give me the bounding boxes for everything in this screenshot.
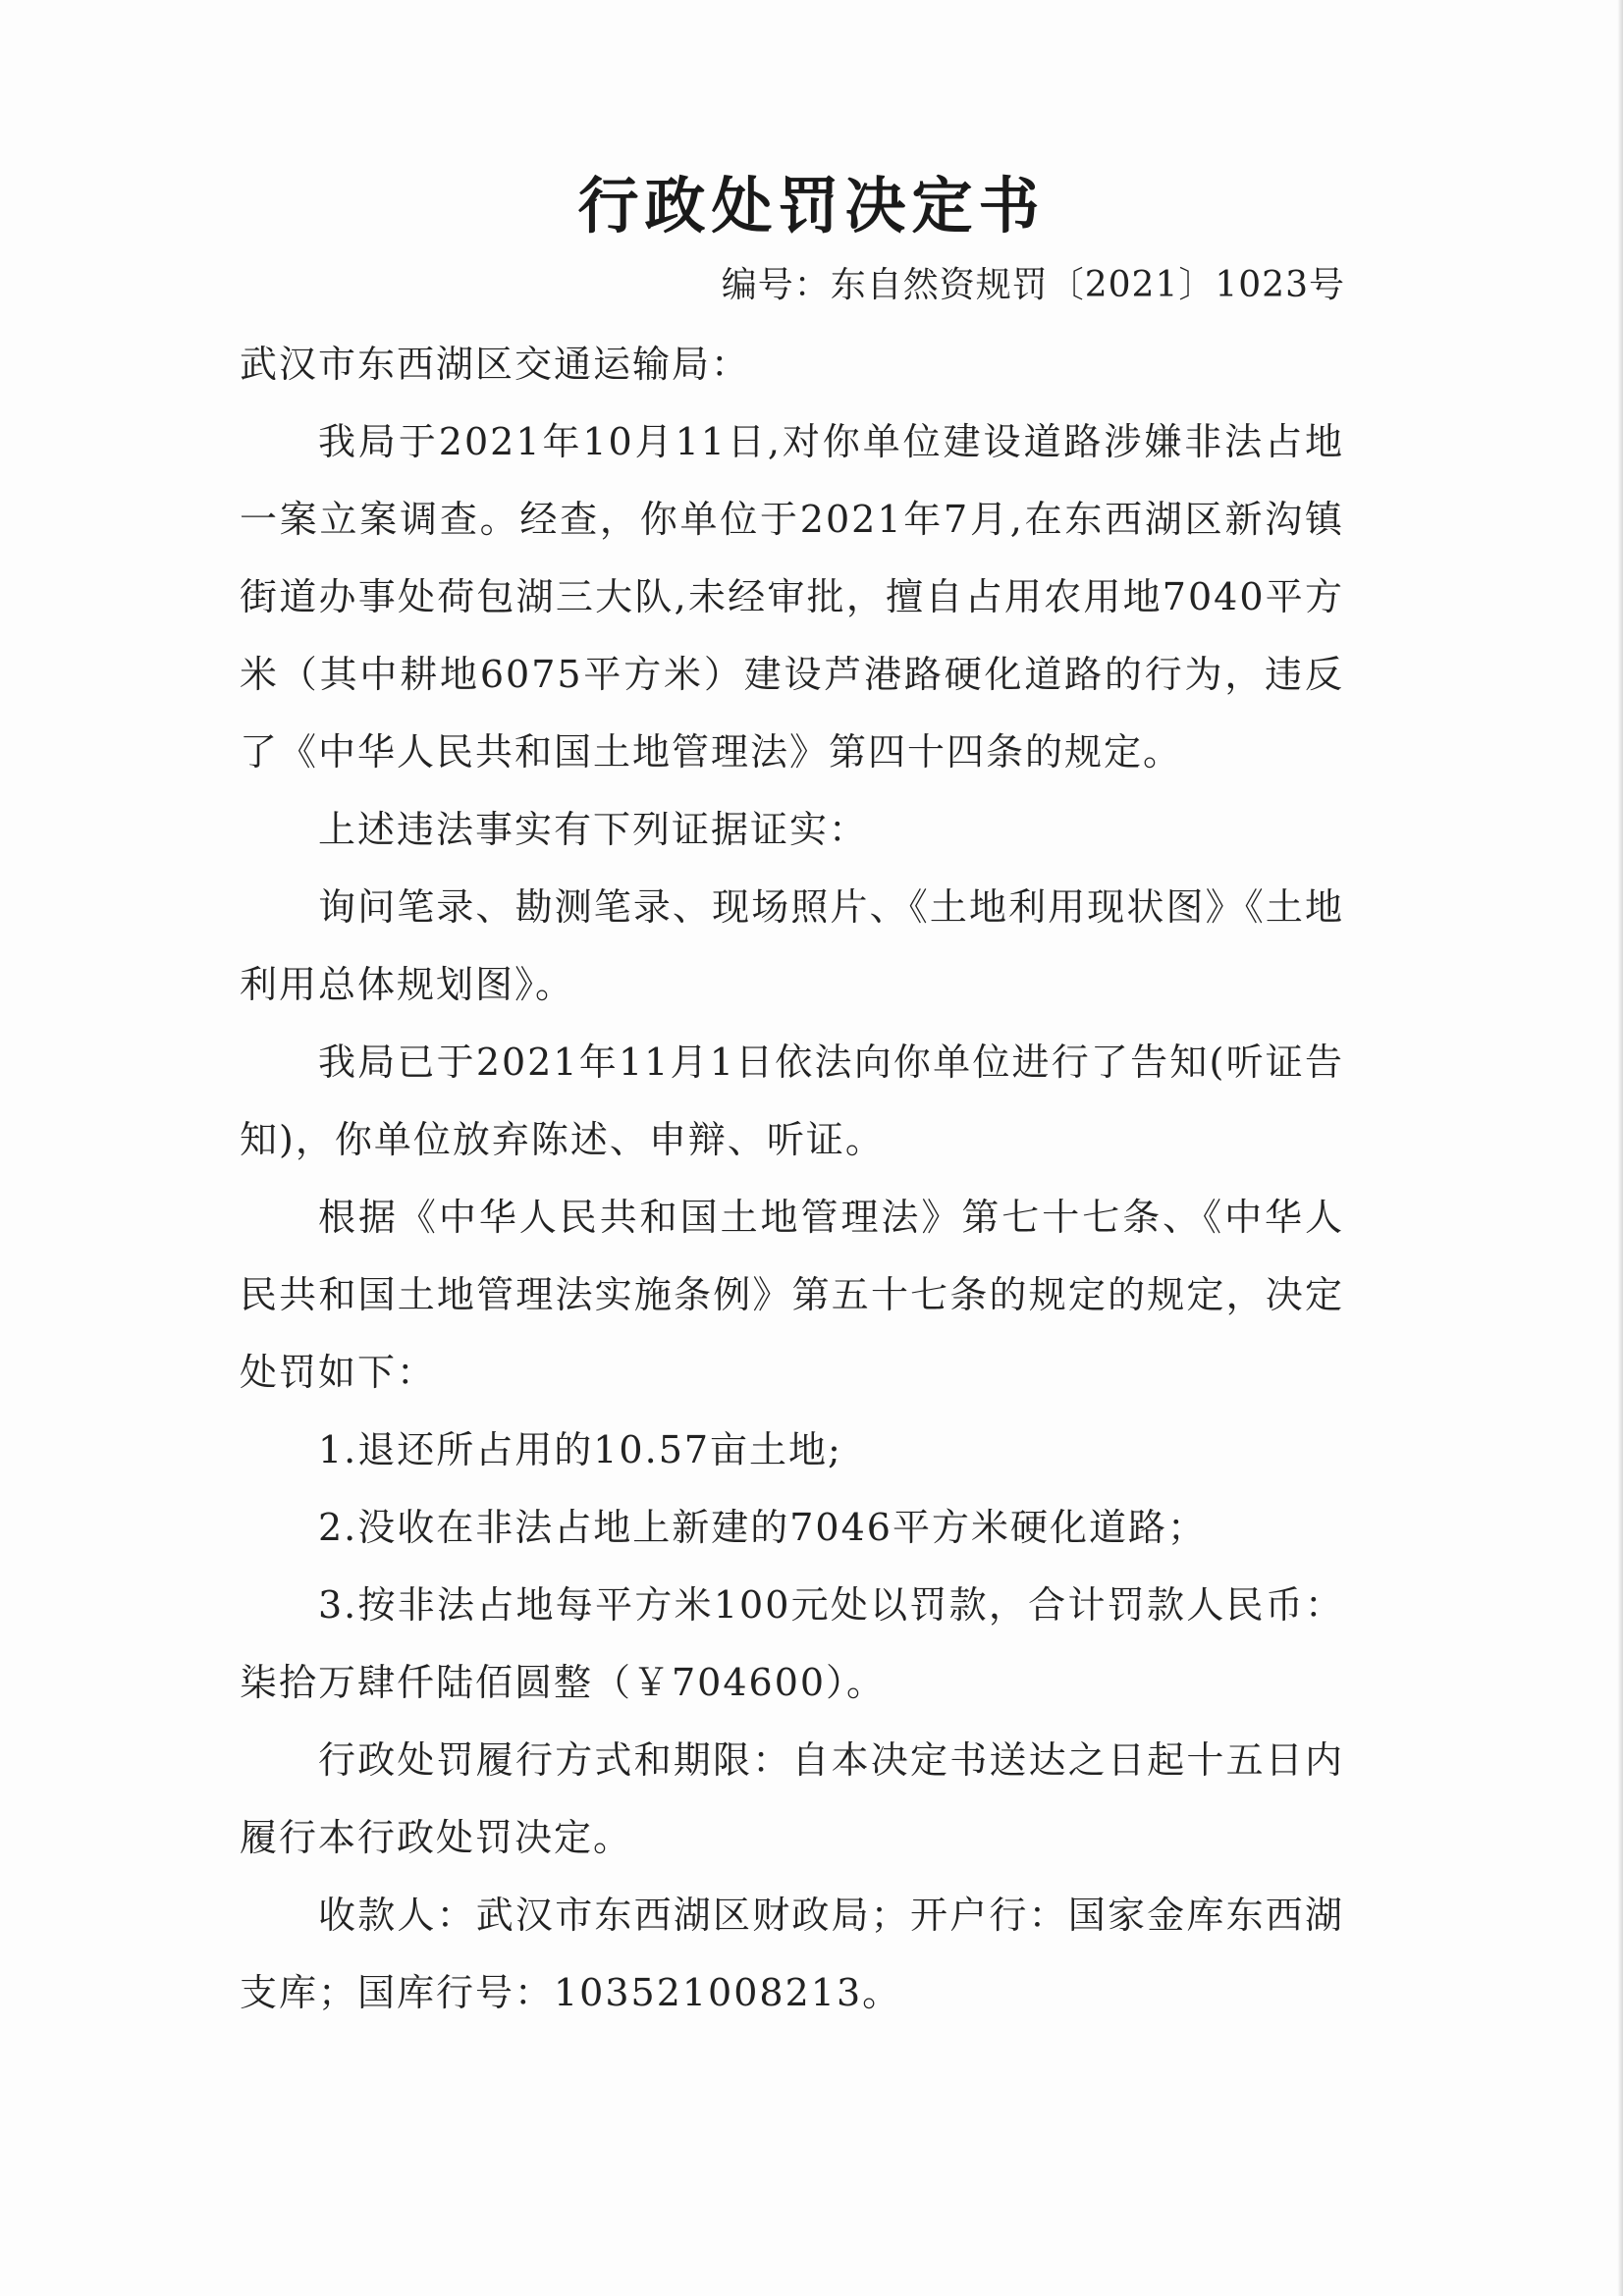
addressee: 武汉市东西湖区交通运输局： <box>240 343 751 386</box>
payment-paragraph: 收款人：武汉市东西湖区财政局；开户行：国家金库东西湖支库；国库行号：103521008213。 <box>240 1894 1344 2014</box>
penalty-item-3: 3.按非法占地每平方米100元处以罚款，合计罚款人民币：柒拾万肆仟陆佰圆整（￥704600）。 <box>240 1583 1344 1704</box>
deadline-paragraph: 行政处罚履行方式和期限：自本决定书送达之日起十五日内履行本行政处罚决定。 <box>240 1738 1344 1859</box>
penalty-item-1: 1.退还所占用的10.57亩土地; <box>318 1428 842 1471</box>
legal-basis-paragraph: 根据《中华人民共和国土地管理法》第七十七条、《中华人民共和国土地管理法实施条例》第五十七条的规定的规定，决定处罚如下： <box>240 1196 1344 1394</box>
facts-paragraph: 我局于2021年10月11日,对你单位建设道路涉嫌非法占地一案立案调查。经查，你单位于2021年7月,在东西湖区新沟镇街道办事处荷包湖三大队,未经审批，擅自占用农用地7040平方米（其中耕地6075平方米）建设芦港路硬化道路的行为，违反了《中华人民共和国土地管理法》第四十四条的规定。 <box>240 420 1344 774</box>
document-body <box>240 326 1344 2032</box>
evidence-list-paragraph: 询问笔录、勘测笔录、现场照片、《土地利用现状图》《土地利用总体规划图》。 <box>240 885 1344 1006</box>
penalty-item-2: 2.没收在非法占地上新建的7046平方米硬化道路； <box>318 1506 1207 1549</box>
document-title: 行政处罚决定书 <box>577 170 1046 241</box>
notice-paragraph: 我局已于2021年11月1日依法向你单位进行了告知(听证告知)，你单位放弃陈述、申辩、听证。 <box>240 1041 1344 1161</box>
scan-edge-shadow <box>1617 0 1623 2296</box>
evidence-intro-paragraph: 上述违法事实有下列证据证实： <box>318 808 869 851</box>
document-number: 编号：东自然资规罚〔2021〕1023号 <box>721 265 1345 305</box>
